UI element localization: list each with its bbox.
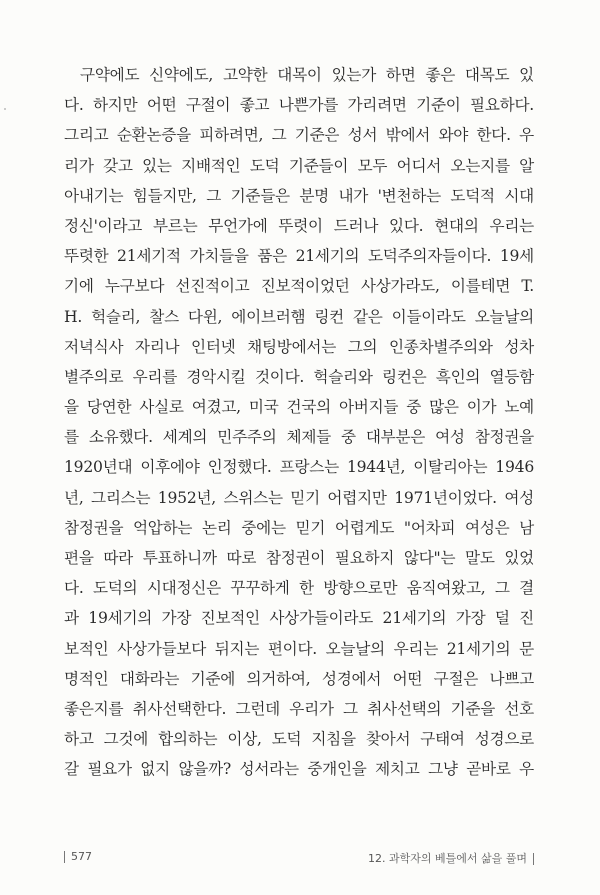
body-line: 그리고 순환논증을 피하려면, 그 기준은 성서 밖에서 와야 한다. 우 <box>64 126 534 145</box>
page-number-text: 577 <box>71 850 92 863</box>
body-line: 구약에도 신약에도, 고약한 대목이 있는가 하면 좋은 대목도 있 <box>80 66 534 84</box>
page-footer <box>64 850 534 868</box>
body-text <box>64 60 534 785</box>
body-line: 저녁식사 자리나 인터넷 채팅방에서는 그의 인종차별주의와 성차 <box>64 337 534 356</box>
body-line: 년, 그리스는 1952년, 스위스는 믿기 어렵지만 1971년이었다. 여성 <box>64 488 534 507</box>
body-line: 별주의로 우리를 경악시킬 것이다. 헉슬리와 링컨은 흑인의 열등함 <box>64 367 534 386</box>
body-line: 다. 하지만 어떤 구절이 좋고 나쁜가를 가리려면 기준이 필요하다. <box>64 96 534 115</box>
body-line: 참정권을 억압하는 논리 중에는 믿기 어렵게도 "어차피 여성은 남 <box>64 518 534 537</box>
body-line: 뚜렷한 21세기적 가치들을 품은 21세기의 도덕주의자들이다. 19세 <box>64 247 534 266</box>
body-line: 하고 그것에 합의하는 이상, 도덕 지침을 찾아서 구태여 성경으로 <box>64 730 534 749</box>
footer-divider <box>533 853 534 865</box>
running-head <box>368 850 534 866</box>
body-line: 보적인 사상가들보다 뒤지는 편이다. 오늘날의 우리는 21세기의 문 <box>64 639 534 658</box>
body-line: 리가 갖고 있는 지배적인 도덕 기준들이 모두 어디서 오는지를 알 <box>64 156 534 175</box>
running-head-text: 12. 과학자의 베틀에서 삶을 풀며 <box>368 852 527 865</box>
body-line: 를 소유했다. 세계의 민주주의 체제들 중 대부분은 여성 참정권을 <box>64 428 534 447</box>
body-line: 1920년대 이후에야 인정했다. 프랑스는 1944년, 이탈리아는 1946 <box>64 458 534 477</box>
body-line: H. 헉슬리, 찰스 다윈, 에이브러햄 링컨 같은 이들이라도 오늘날의 <box>64 307 534 326</box>
body-line: 편을 따라 투표하니까 따로 참정권이 필요하지 않다"는 말도 있었 <box>64 549 534 567</box>
body-line: 갈 필요가 없지 않을까? 성서라는 중개인을 제치고 그냥 곧바로 우 <box>64 760 534 779</box>
body-line: 과 19세기의 가장 진보적인 사상가들이라도 21세기의 가장 덜 진 <box>64 609 534 628</box>
margin-speck <box>4 108 6 110</box>
body-line: 아내기는 힘들지만, 그 기준들은 분명 내가 '변천하는 도덕적 시대 <box>64 186 534 205</box>
body-line: 다. 도덕의 시대정신은 꾸꾸하게 한 방향으로만 움직여왔고, 그 결 <box>64 579 534 598</box>
footer-divider <box>64 851 65 863</box>
page-number <box>64 850 92 863</box>
body-line: 을 당연한 사실로 여겼고, 미국 건국의 아버지들 중 많은 이가 노예 <box>64 398 534 417</box>
body-line: 정신'이라고 부르는 무언가에 뚜렷이 드러나 있다. 현대의 우리는 <box>64 216 534 235</box>
body-line: 명적인 대화라는 기준에 의거하여, 성경에서 어떤 구절은 나쁘고 <box>64 669 534 688</box>
body-line: 기에 누구보다 선진적이고 진보적이었던 사상가라도, 이를테면 T. <box>64 277 534 296</box>
body-line: 좋은지를 취사선택한다. 그런데 우리가 그 취사선택의 기준을 선호 <box>64 699 534 718</box>
